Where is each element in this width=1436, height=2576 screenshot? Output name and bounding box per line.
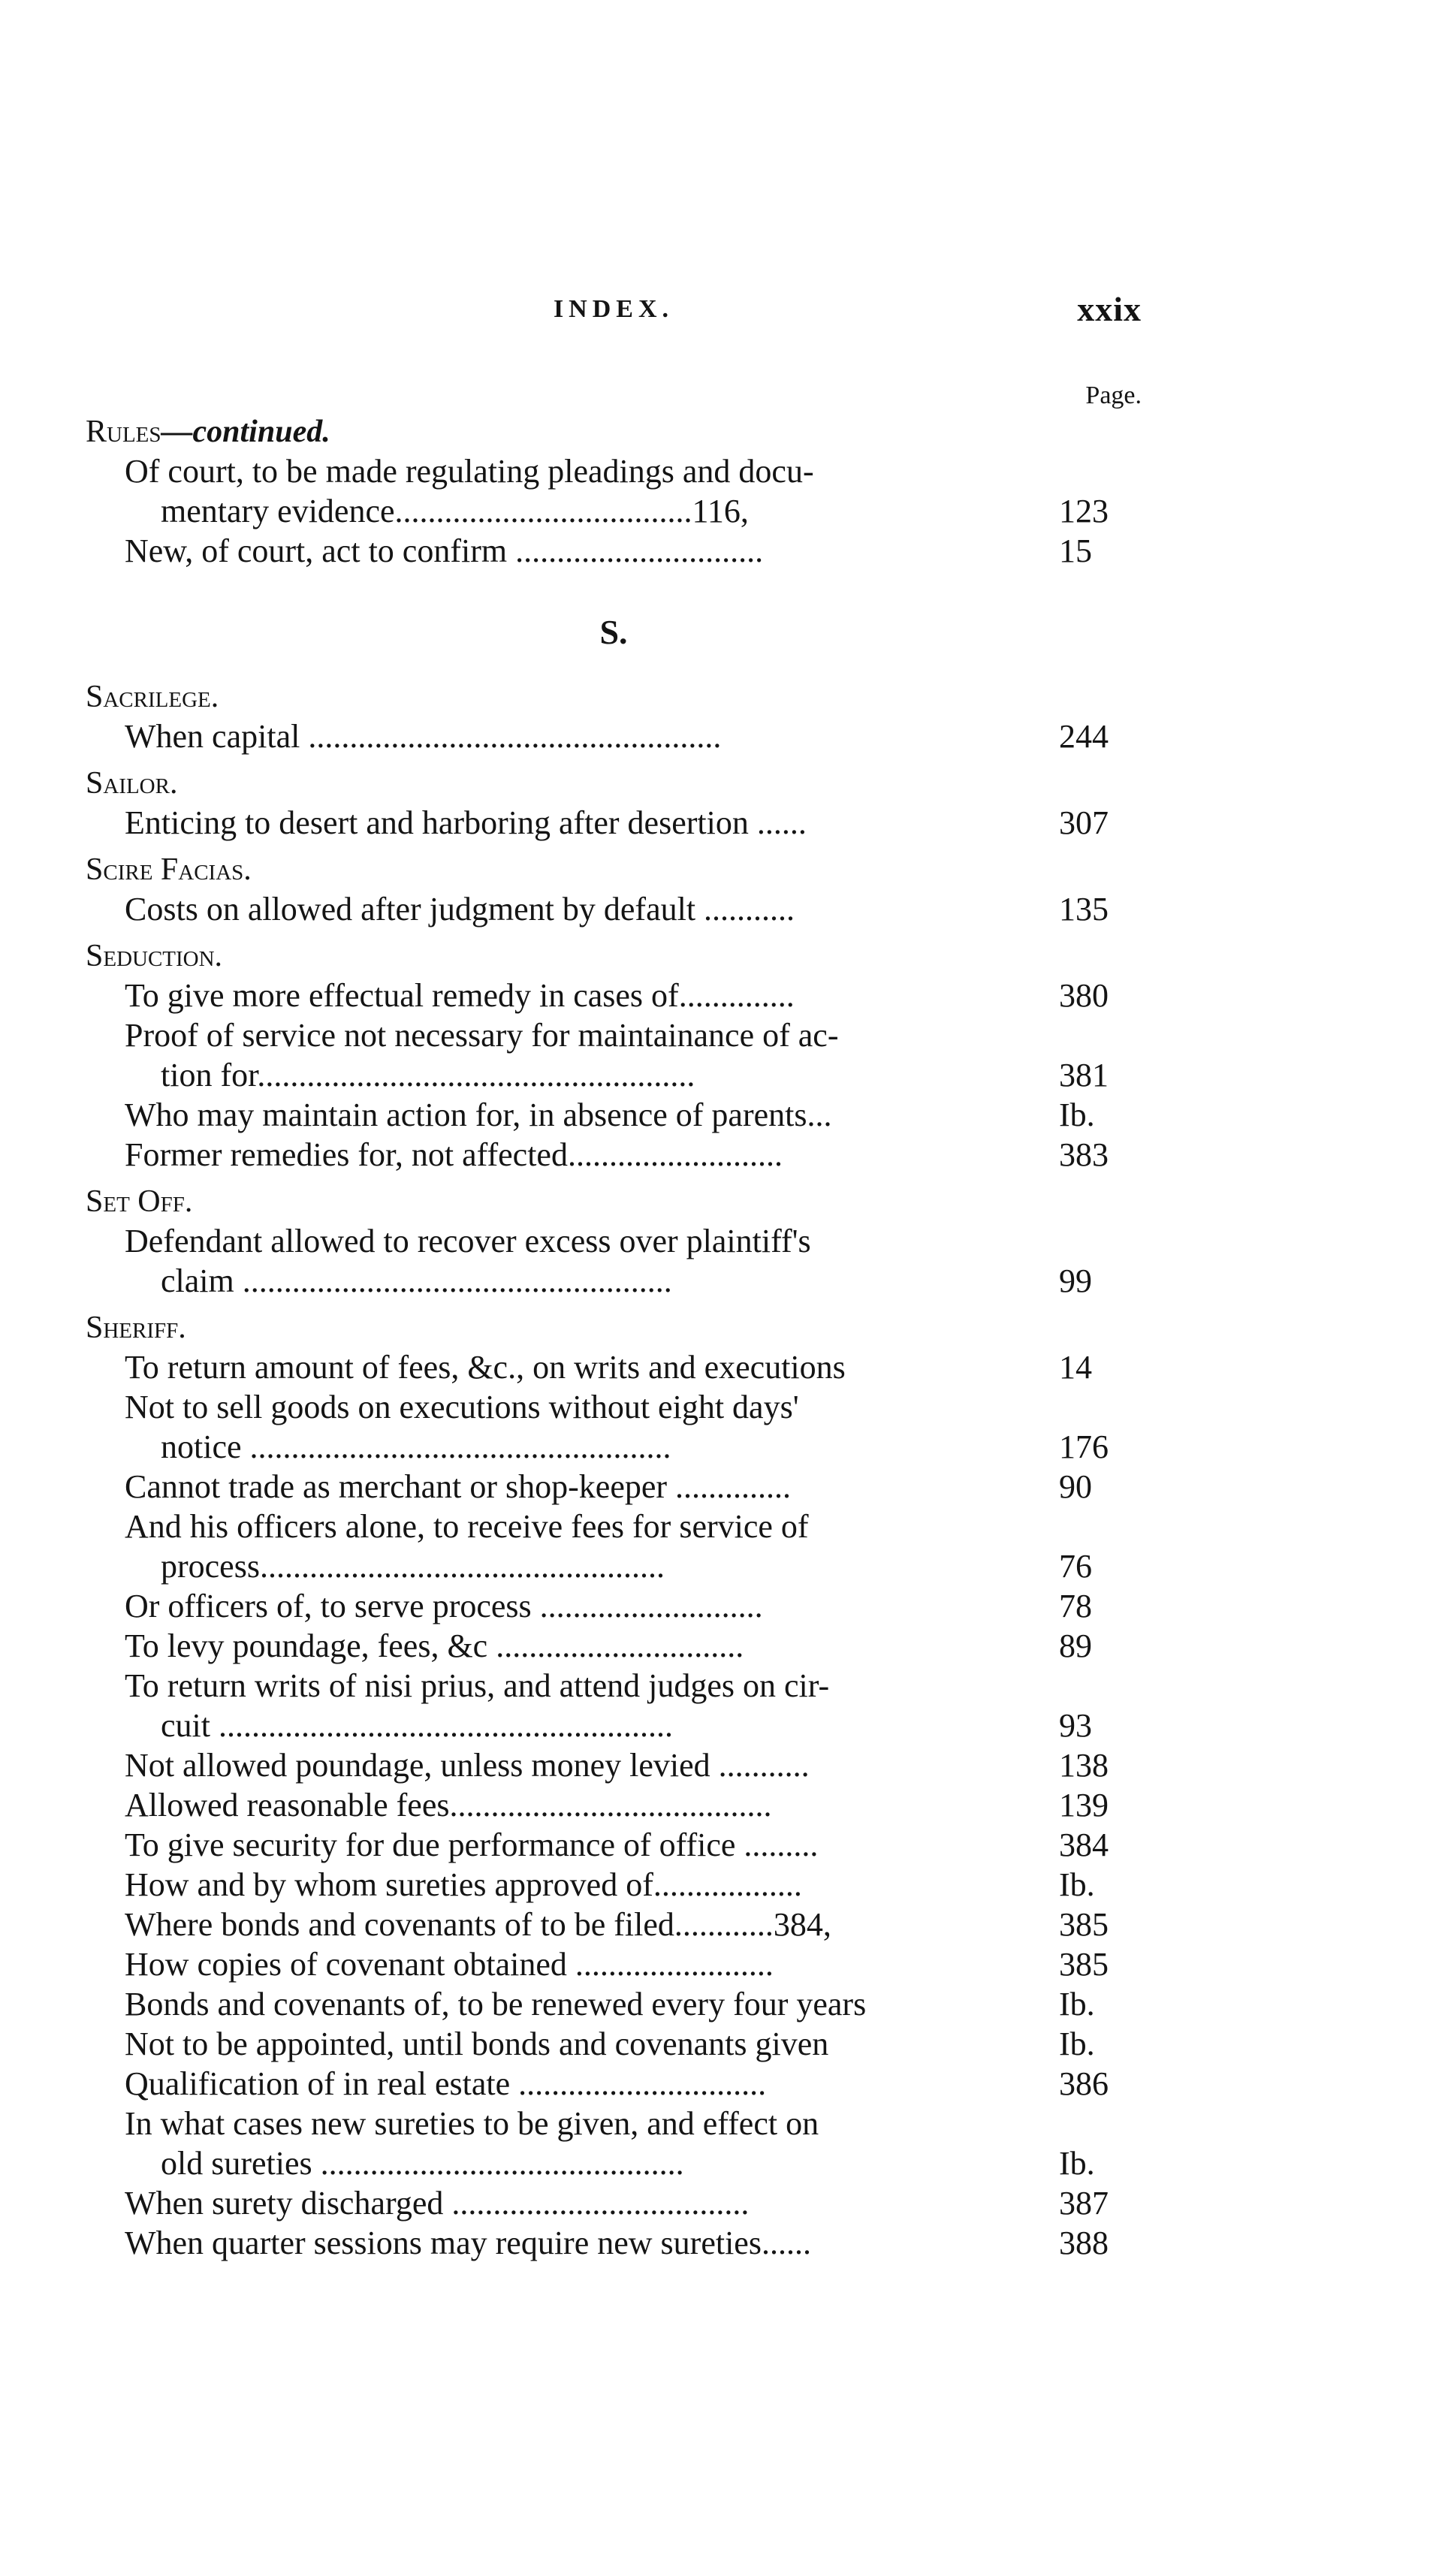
index-entry — [86, 1135, 1142, 1175]
index-entry — [86, 1984, 1142, 2024]
entry-page: Ib. — [1059, 1096, 1095, 1133]
entry-text: To levy poundage, fees, &c .............................. — [125, 1627, 744, 1664]
entry-text-continued: old sureties ............................................ — [161, 2145, 684, 2182]
entry-page: 385 — [1059, 1946, 1109, 1983]
page-header — [86, 288, 1142, 333]
heading-term: Rules — [86, 415, 161, 449]
entry-page: 15 — [1059, 532, 1092, 569]
index-heading: Scire Facias. — [86, 852, 252, 887]
entry-text-continued: tion for..................................................... — [161, 1057, 695, 1093]
entry-text: Bonds and covenants of, to be renewed every four years — [125, 1986, 867, 2022]
index-entry — [86, 1865, 1142, 1905]
entry-text-continued: process................................................. — [161, 1548, 665, 1585]
index-entry — [86, 1095, 1142, 1135]
index-heading: Sheriff. — [86, 1311, 186, 1345]
entry-page: Ib. — [1059, 2145, 1095, 2182]
index-group — [86, 677, 1142, 756]
section-rules — [86, 412, 1142, 571]
index-entry — [86, 889, 1142, 929]
entry-page: 99 — [1059, 1262, 1092, 1299]
index-groups — [86, 677, 1142, 2263]
entry-text: In what cases new sureties to be given, and effect on — [125, 2105, 819, 2142]
index-heading: Seduction. — [86, 939, 223, 973]
index-body — [86, 379, 1142, 2263]
index-heading — [86, 412, 1142, 451]
entry-page: 139 — [1059, 1787, 1109, 1823]
entry-page: Ib. — [1059, 2026, 1095, 2062]
entry-page: 387 — [1059, 2185, 1109, 2222]
entry-text: And his officers alone, to receive fees for service of — [125, 1508, 809, 1545]
index-entry — [86, 2223, 1142, 2263]
index-group — [86, 764, 1142, 843]
index-entry — [86, 1467, 1142, 1507]
index-entry — [86, 716, 1142, 756]
index-entry — [86, 976, 1142, 1015]
entry-text-continued: mentary evidence....................................116, — [161, 493, 749, 529]
entry-page: 135 — [1059, 891, 1109, 928]
index-entry — [86, 1785, 1142, 1825]
index-entry — [86, 1586, 1142, 1626]
entry-page: 176 — [1059, 1428, 1109, 1465]
entry-page: 90 — [1059, 1468, 1092, 1505]
index-entry — [86, 1745, 1142, 1785]
index-group — [86, 850, 1142, 929]
entry-text-continued: notice ................................................... — [161, 1428, 671, 1465]
entry-page: 123 — [1059, 493, 1109, 529]
entry-text: New, of court, act to confirm .............................. — [125, 532, 764, 569]
entry-text: To return amount of fees, &c., on writs and executions — [125, 1349, 846, 1386]
entry-page: 93 — [1059, 1707, 1092, 1744]
entry-text: When surety discharged .................................... — [125, 2185, 750, 2222]
entry-page: 385 — [1059, 1906, 1109, 1943]
index-entry — [86, 1221, 1142, 1301]
running-title: INDEX. — [553, 295, 674, 323]
entry-page: 244 — [1059, 718, 1109, 755]
index-entry — [86, 1507, 1142, 1586]
index-entry — [86, 1905, 1142, 1944]
index-entry — [86, 1944, 1142, 1984]
entry-page: 388 — [1059, 2225, 1109, 2261]
index-entry — [86, 1666, 1142, 1745]
entry-text: How copies of covenant obtained ........................ — [125, 1946, 774, 1983]
letter-divider: S. — [599, 613, 628, 651]
entry-text: Who may maintain action for, in absence of parents... — [125, 1096, 832, 1133]
entry-text: When quarter sessions may require new sureties...... — [125, 2225, 811, 2261]
entry-page: Ib. — [1059, 1986, 1095, 2022]
index-entry — [86, 451, 1142, 531]
entry-text: How and by whom sureties approved of.................. — [125, 1866, 802, 1903]
entry-page: 78 — [1059, 1588, 1092, 1624]
entry-text: Allowed reasonable fees....................................... — [125, 1787, 772, 1823]
index-entry — [86, 2024, 1142, 2064]
entry-page: Ib. — [1059, 1866, 1095, 1903]
entry-text: Former remedies for, not affected.......................... — [125, 1136, 783, 1173]
index-entry — [86, 2104, 1142, 2183]
entry-page: 380 — [1059, 977, 1109, 1014]
entry-text: To return writs of nisi prius, and attend judges on cir- — [125, 1667, 830, 1704]
entry-page: 138 — [1059, 1747, 1109, 1784]
entry-text: Qualification of in real estate .............................. — [125, 2065, 767, 2102]
index-entry — [86, 1825, 1142, 1865]
index-heading: Set Off. — [86, 1184, 193, 1219]
index-entry — [86, 1387, 1142, 1467]
entry-text: Of court, to be made regulating pleadings and docu- — [125, 453, 814, 490]
index-entry — [86, 2183, 1142, 2223]
entry-page: 384 — [1059, 1826, 1109, 1863]
index-group — [86, 1182, 1142, 1301]
entry-text: Defendant allowed to recover excess over plaintiff's — [125, 1223, 811, 1259]
entry-page: 386 — [1059, 2065, 1109, 2102]
entry-text: Enticing to desert and harboring after desertion ...... — [125, 804, 807, 841]
index-entry — [86, 1347, 1142, 1387]
index-heading: Sailor. — [86, 766, 178, 801]
entry-text: Proof of service not necessary for maintainance of ac- — [125, 1017, 839, 1054]
entry-page: 307 — [1059, 804, 1109, 841]
index-heading: Sacrilege. — [86, 680, 219, 714]
index-entry — [86, 1626, 1142, 1666]
index-group — [86, 1308, 1142, 2263]
entry-text: To give security for due performance of office ......... — [125, 1826, 819, 1863]
entry-text: Not to sell goods on executions without eight days' — [125, 1389, 799, 1425]
page-column-label: Page. — [1085, 382, 1142, 409]
heading-continued: —continued. — [161, 415, 330, 449]
page-folio: xxix — [1077, 290, 1142, 328]
index-entry — [86, 2064, 1142, 2104]
entry-text: To give more effectual remedy in cases of.............. — [125, 977, 795, 1014]
entry-page: 381 — [1059, 1057, 1109, 1093]
entry-page: 383 — [1059, 1136, 1109, 1173]
entry-text: Not allowed poundage, unless money levied ........... — [125, 1747, 810, 1784]
index-entry — [86, 1015, 1142, 1095]
index-entry — [86, 803, 1142, 843]
entry-page: 76 — [1059, 1548, 1092, 1585]
entry-text: When capital .................................................. — [125, 718, 722, 755]
index-group — [86, 937, 1142, 1175]
entry-text: Where bonds and covenants of to be filed............384, — [125, 1906, 831, 1943]
entry-page: 14 — [1059, 1349, 1092, 1386]
entry-text: Not to be appointed, until bonds and covenants given — [125, 2026, 829, 2062]
entry-page: 89 — [1059, 1627, 1092, 1664]
index-entry — [86, 531, 1142, 571]
entry-text-continued: cuit ....................................................... — [161, 1707, 673, 1744]
entry-text-continued: claim .................................................... — [161, 1262, 672, 1299]
entry-text: Costs on allowed after judgment by default ........... — [125, 891, 795, 928]
entry-text: Or officers of, to serve process ........................... — [125, 1588, 763, 1624]
entry-text: Cannot trade as merchant or shop-keeper .............. — [125, 1468, 792, 1505]
